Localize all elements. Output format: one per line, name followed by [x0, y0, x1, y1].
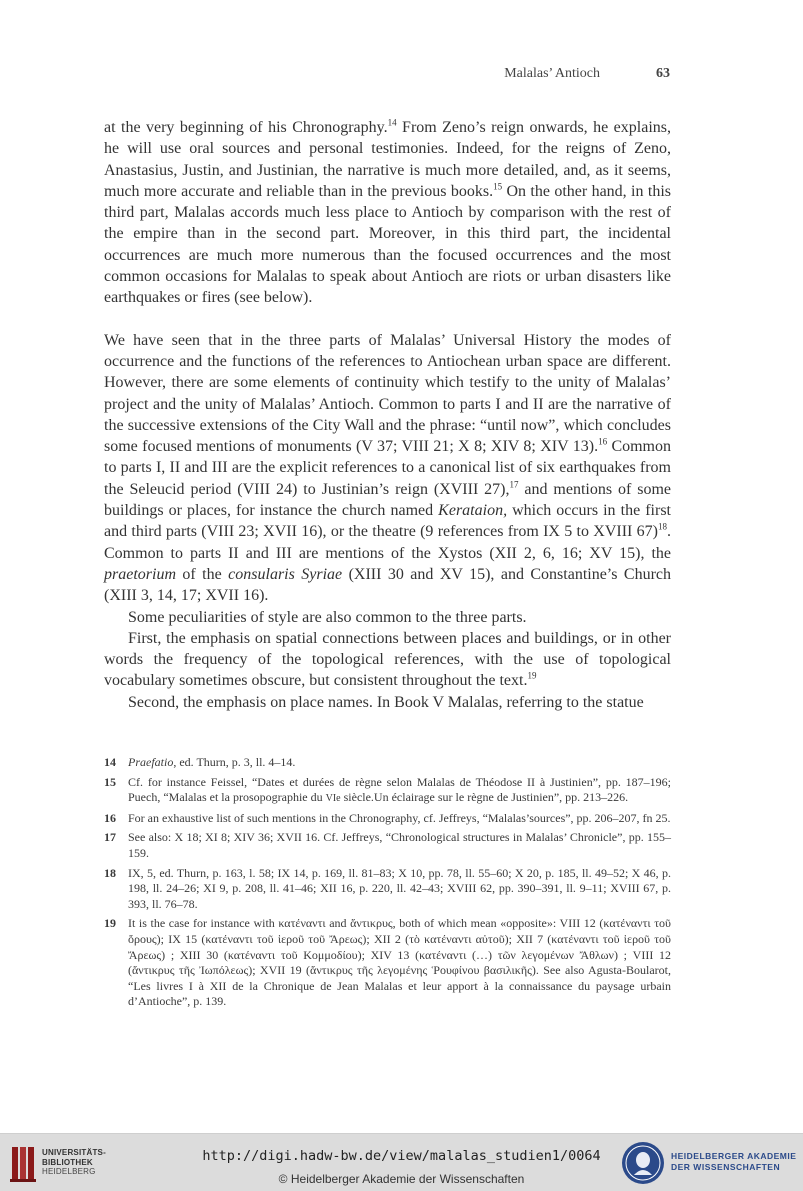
source-url-link[interactable]: http://digi.hadw-bw.de/view/malalas_studien1/0064	[202, 1148, 601, 1164]
footnote-ref-16[interactable]: 16	[598, 436, 608, 447]
footnote-ref-17[interactable]: 17	[509, 479, 519, 490]
footer-bar	[0, 1133, 803, 1191]
footnote-text	[128, 755, 671, 771]
italic-term: consularis Syriae	[228, 565, 343, 583]
paragraph-2	[104, 330, 671, 607]
text-run: and mentions of some buildings or places, for instance the church named	[104, 480, 671, 520]
footnote-16	[104, 811, 671, 827]
footnote-14	[104, 755, 671, 771]
footnote-ref-15[interactable]: 15	[493, 181, 503, 192]
paragraph-1	[104, 117, 671, 309]
footnote-18	[104, 866, 671, 913]
footnote-ref-18[interactable]: 18	[658, 522, 667, 533]
paragraph-4	[104, 628, 671, 692]
copyright-notice: © Heidelberger Akademie der Wissenschaften	[278, 1172, 525, 1186]
text-run: of the	[176, 565, 229, 583]
footnote-number: 14	[104, 755, 116, 769]
footnotes	[104, 755, 671, 1014]
text-run: (XIII 30 and XV 15), and Constantine’s Church (XIII 3, 14, 17; XVII 16).	[104, 565, 672, 605]
text-run: . Common to parts II and III are mentions of the Xystos (XII 2, 6, 16; XV 15), the	[104, 523, 671, 562]
academy-name	[671, 1151, 796, 1173]
footnote-number: 15	[104, 774, 116, 789]
text-run: , ed. Thurn, p. 3, ll. 4–14.	[173, 755, 296, 769]
academy-name-line: DER WISSENSCHAFTEN	[671, 1162, 781, 1172]
text-run: which occurs in the first and third parts (VIII 23; XVII 16), or the theatre (9 references from IX 5 to XVIII 67)	[104, 502, 671, 541]
running-head	[0, 66, 803, 86]
footnote-ref-14[interactable]: 14	[387, 117, 397, 128]
text-run: First, the emphasis on spatial connections between places and buildings, or in other words the frequency of the topological references, with the use of topological vocabulary sometimes obscure, but consistent throughout the text.	[104, 629, 671, 690]
library-name-line: HEIDELBERG	[42, 1167, 96, 1176]
text-run: at the very beginning of his Chronography.	[104, 119, 388, 136]
footnote-number: 18	[104, 865, 116, 880]
running-head-title: Malalas’ Antioch	[504, 66, 600, 81]
footnote-number: 17	[104, 830, 116, 845]
footnote-17	[104, 830, 671, 861]
text-run: On the other hand, in this third part, Malalas accords much less place to Antioch by comparison with the rest of the empire than in the second part. Moreover, in this third part, the incidental occurrences are much more numerous than the focused occurrences and the most common occasions for Malalas to speak about Antioch are riots or urban disasters like earthquakes or fires (see below).	[104, 182, 672, 307]
paragraph-3: Some peculiarities of style are also common to the three parts.	[128, 608, 527, 626]
footnote-15	[104, 775, 671, 807]
small-caps-century: VIe	[325, 793, 341, 805]
footnote-text: For an exhaustive list of such mentions in the Chronography, cf. Jeffreys, “Malalas’sources”, pp. 206–207, fn 25.	[128, 810, 671, 825]
text-run: Common to parts I, II and III are the explicit references to a canonical list of six earthquakes from the Seleucid period (VIII 24) to Justinian’s reign (XVIII 27),	[104, 438, 672, 498]
footnote-19	[104, 916, 671, 1010]
italic-term: praetorium	[104, 565, 176, 583]
footnote-text	[128, 775, 671, 807]
library-name-line: BIBLIOTHEK	[42, 1157, 93, 1167]
footnote-number: 19	[104, 916, 116, 931]
footnote-number: 16	[104, 810, 116, 825]
academy-seal-icon[interactable]	[621, 1141, 665, 1185]
footnote-text: See also: X 18; XI 8; XIV 36; XVII 16. Cf. Jeffreys, “Chronological structures in Malalas’ Chronicle”, pp. 155–159.	[128, 830, 671, 860]
text-run: We have seen that in the three parts of Malalas’ Universal History the modes of occurrence and the functions of the references to Antiochean urban space are different. However, there are some elements of continuity which testify to the unity of Malalas’ project and the unity of Malalas’ Antioch. Common to parts I and II are the narrative of the successive extensions of the City Wall and the phrase: “until now”, which concludes some focused mentions of monuments (V 37; VIII 21; X 8; XIV 8; XIV 13).	[104, 331, 671, 456]
paragraph-5: Second, the emphasis on place names. In Book V Malalas, referring to the statue	[128, 693, 644, 711]
text-run: siècle.Un éclairage sur le règne de Justinien”, pp. 213–226.	[340, 790, 629, 805]
page-number: 63	[656, 66, 670, 81]
footnote-ref-19[interactable]: 19	[527, 671, 537, 682]
text-run: Cf. for instance Feissel, “Dates et durées de règne selon Malalas de Théodose II à Justinien”, pp. 187–196; Puech, “Malalas et la prosopographie du	[128, 774, 671, 805]
footnote-text: IX, 5, ed. Thurn, p. 163, l. 58; IX 14, p. 169, ll. 81–83; X 10, pp. 78, ll. 55–60; X 20, p. 185, ll. 49–52; X 46, p. 198, ll. 24–26; XI 9, p. 208, ll. 41–46; XII 16, p. 220, ll. 42–43; XVIII 62, pp. 390–391, ll. 9–11; XVIII 67, p. 393, ll. 76–78.	[128, 865, 671, 911]
academy-name-line: HEIDELBERGER AKADEMIE	[671, 1151, 797, 1161]
italic-term: Praefatio	[128, 755, 174, 769]
footnote-text: It is the case for instance with κατέναντι and ἄντικρυς, both of which mean «opposite»: VIII 12 (κατέναντι τοῦ ὄρους); IX 15 (κατέναντι τοῦ ἱεροῦ τοῦ Ἄρεως); XII 2 (τὸ κατέναντι αὐτοῦ); XII 7 (κατέναντι τοῦ ἱεροῦ τοῦ Ἄρεως) ; XIII 30 (κατέναντι τοῦ Κομμοδίου); XIV 13 (κατέναντι (…) τῶν λεγομένων Ἄθλων) ; VIII 12 (ἄντικρυς τῆς Ἰωπόλεως); XVII 19 (ἄντικρυς τῆς λεγομένης Ῥουφίνου βασιλικῆς). See also Agusta-Boularot, “Les livres I à XII de la Chronique de Jean Malalas et leur apport à la connaissance du paysage urbain d’Antioche”, p. 139.	[128, 916, 671, 1009]
library-name-line: UNIVERSITÄTS-	[42, 1148, 106, 1157]
italic-term: Kerataion,	[438, 502, 508, 520]
text-run: From Zeno’s reign onwards, he explains, he will use oral sources and personal testimonies. Indeed, for the reigns of Zeno, Anastasius, Justin, and Justinian, the narrative is much more detailed, and, as it seems, much more accurate and reliable than in the previous books.	[104, 119, 672, 200]
main-text	[104, 117, 671, 713]
